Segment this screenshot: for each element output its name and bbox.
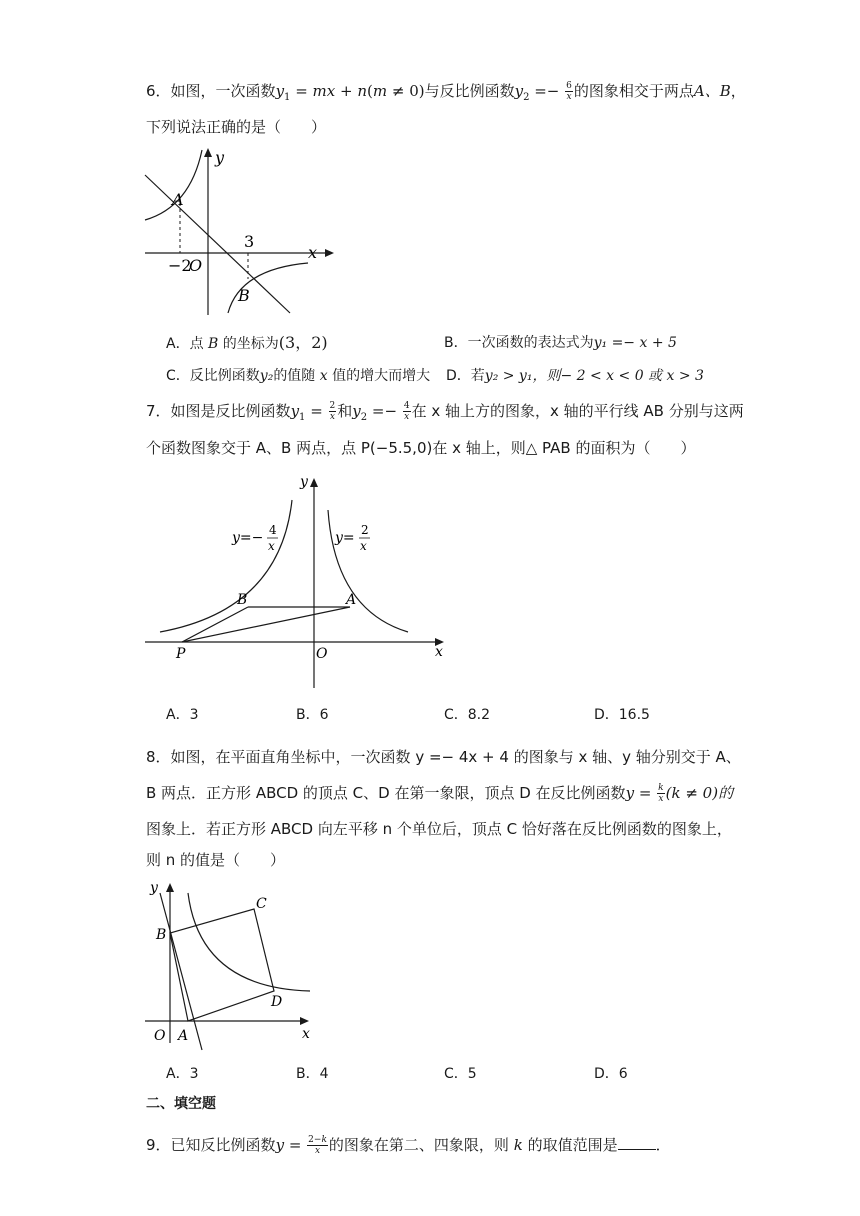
q9-line: 9．已知反比例函数y = $\frac{2-k}{x}$ 的图象在第二、四象限，则 k 的取值范围是 ． — [146, 1135, 671, 1156]
q7-line2: 个函数图象交于 A、B 两点，点 P(−5.5,0)在 x 轴上，则△ PAB 的面积为（ ） — [146, 439, 696, 457]
q7-fig-right-label: y= — [335, 530, 355, 546]
q7-fig-P: P — [176, 646, 186, 662]
q8-fig-x: x — [302, 1026, 310, 1042]
q8-line1: 8．如图，在平面直角坐标中，一次函数 y =− 4x + 4 的图象与 x 轴、y 轴分别交于 A、 — [146, 748, 741, 766]
q7-option-c[interactable]: C．8.2 — [444, 707, 491, 723]
section-fill-in-heading: 二、填空题 — [146, 1096, 216, 1112]
q7-option-a[interactable]: A．3 — [166, 707, 199, 723]
q7-fig-x: x — [435, 644, 443, 660]
q8-line2: B 两点．正方形 ABCD 的顶点 C、D 在第一象限，顶点 D 在反比例函数y = $\frac{k}{x}$ (k ≠ 0)的 — [146, 783, 734, 804]
q6-fig-neg2: −2 — [168, 256, 192, 275]
q7-fig-right-den: x — [360, 539, 367, 553]
q7-fig-left-den: x — [268, 539, 275, 553]
q6-fig-x: x — [308, 243, 318, 262]
q6-line1: 6．如图，一次函数$y_1$ = mx + n(m ≠ 0)与反比例函数$y_2$ =− $\frac{6}{x}$ 的图象相交于两点A、B， — [146, 81, 746, 103]
q7-fig-left-label: y=− — [232, 530, 264, 546]
q7-fig-B: B — [237, 592, 248, 608]
q6-fig-A: A — [172, 190, 184, 209]
q9-answer-blank[interactable] — [618, 1133, 656, 1150]
q8-option-c[interactable]: C．5 — [444, 1066, 477, 1082]
q9-number: 9． — [146, 1136, 171, 1154]
q6-option-c[interactable]: C．反比例函数y₂的值随 x 值的增大而增大 — [166, 368, 431, 384]
q8-figure — [140, 878, 320, 1053]
q7-line1-text: 7．如图是反比例函数$y_1$ = $\frac{2}{x}$ 和$y_2$ =− $\frac{4}{x}$ 在 x 轴上方的图象，x 轴的平行线 AB 分别与这两 — [146, 401, 744, 423]
q8-number: 8． — [146, 748, 171, 766]
q8-option-a[interactable]: A．3 — [166, 1066, 199, 1082]
q6-fig-3: 3 — [244, 232, 255, 251]
q7-fig-O: O — [316, 646, 328, 662]
q8-fig-A: A — [178, 1028, 189, 1044]
q7-figure — [140, 470, 460, 690]
q6-fig-O: O — [189, 256, 203, 275]
q6-figure — [140, 145, 340, 320]
q8-option-d[interactable]: D．6 — [594, 1066, 628, 1082]
q7-fig-A: A — [346, 592, 357, 608]
q8-fig-O: O — [154, 1028, 166, 1044]
q6-option-b[interactable]: B．一次函数的表达式为y₁ =− x + 5 — [444, 335, 677, 351]
q8-fig-y: y — [150, 880, 158, 896]
q7-fig-right-num: 2 — [361, 523, 369, 537]
q7-number: 7． — [146, 402, 171, 420]
q7-fig-left-num: 4 — [269, 523, 277, 537]
q6-fig-B: B — [238, 286, 250, 305]
q7-option-b[interactable]: B．6 — [296, 707, 329, 723]
q8-fig-D: D — [271, 994, 283, 1010]
q6-option-a[interactable]: A．点 B 的坐标为(3，2) — [166, 333, 328, 352]
q6-line2: 下列说法正确的是（ ） — [146, 118, 327, 136]
q6-option-d[interactable]: D．若y₂ > y₁，则− 2 < x < 0 或 x > 3 — [446, 368, 704, 384]
q8-line4: 则 n 的值是（ ） — [146, 851, 286, 869]
q7-fig-y: y — [300, 474, 308, 490]
q7-option-d[interactable]: D．16.5 — [594, 707, 650, 723]
q6-fig-y: y — [215, 148, 225, 167]
q8-fig-C: C — [256, 896, 267, 912]
q8-fig-B: B — [156, 927, 167, 943]
q8-line3: 图象上．若正方形 ABCD 向左平移 n 个单位后，顶点 C 恰好落在反比例函数的图象上， — [146, 820, 732, 838]
q8-option-b[interactable]: B．4 — [296, 1066, 329, 1082]
q6-number: 6． — [146, 82, 171, 100]
